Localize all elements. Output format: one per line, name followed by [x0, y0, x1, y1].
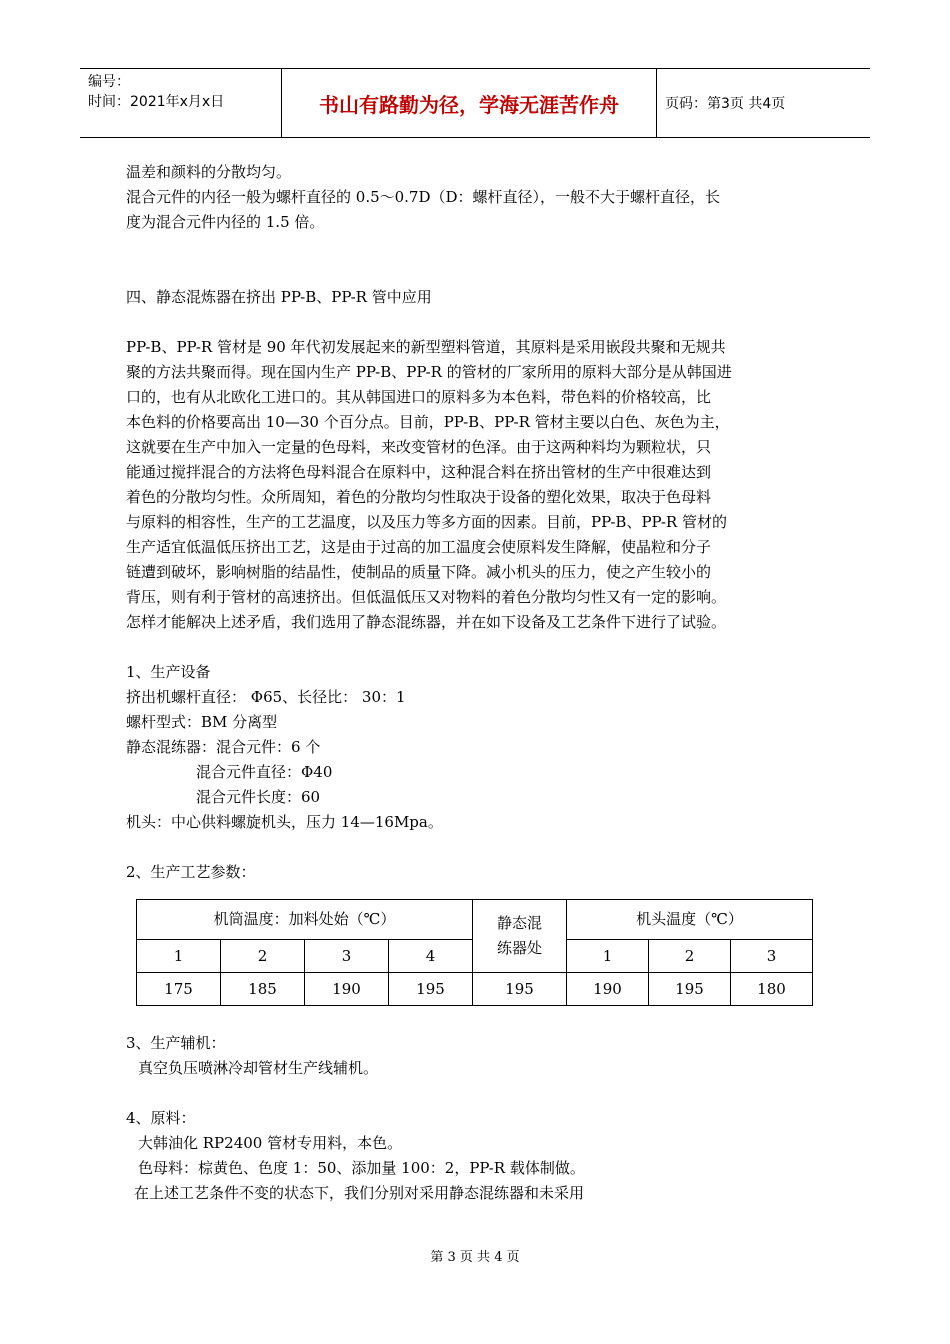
materials-title: 4、原料： [126, 1109, 196, 1127]
equipment-title: 1、生产设备 [126, 663, 211, 681]
body-line: 链遭到破坏，影响树脂的结晶性，使制品的质量下降。减小机头的压力，使之产生较小的 [126, 563, 712, 581]
header-meta [80, 69, 282, 137]
barrel-value-cell: 195 [389, 973, 473, 1006]
page-header [80, 68, 870, 138]
process-title: 2、生产工艺参数： [126, 863, 256, 881]
page-footer: 第 3 页 共 4 页 [430, 1250, 520, 1265]
paragraph: 度为混合元件内径的 1.5 倍。 [126, 213, 325, 231]
head-zone-cell: 2 [649, 940, 731, 973]
equipment-head-line: 机头：中心供料螺旋机头，压力 14—16Mpa。 [126, 813, 443, 831]
auxiliary-text: 真空负压喷淋冷却管材生产线辅机。 [138, 1059, 379, 1077]
document-time-label: 时间：2021年x月x日 [88, 94, 225, 110]
barrel-zone-cell: 4 [389, 940, 473, 973]
barrel-zone-cell: 2 [221, 940, 305, 973]
barrel-value-cell: 190 [305, 973, 389, 1006]
header-motto: 书山有路勤为径，学海无涯苦作舟 [282, 69, 657, 137]
materials-line: 色母料：棕黄色、色度 1：50、添加量 100：2，PP-R 载体制做。 [138, 1159, 585, 1177]
equipment-line: 静态混练器：混合元件：6 个 [126, 738, 321, 756]
mixer-value-cell: 195 [473, 973, 567, 1006]
body-line: 背压，则有利于管材的高速挤出。但低温低压又对物料的着色分散均匀性又有一定的影响。 [126, 588, 727, 606]
head-value-cell: 180 [731, 973, 813, 1006]
materials-line: 大韩油化 RP2400 管材专用料，本色。 [138, 1134, 403, 1152]
body-line: 口的，也有从北欧化工进口的。其从韩国进口的原料多为本色料，带色料的价格较高，比 [126, 388, 712, 406]
header-page-number: 页码：第3页 共4页 [665, 96, 786, 112]
body-line: 怎样才能解决上述矛盾，我们选用了静态混练器，并在如下设备及工艺条件下进行了试验。 [126, 613, 727, 631]
section-heading: 四、静态混炼器在挤出 PP-B、PP-R 管中应用 [126, 288, 432, 306]
mixer-header: 静态混练器处 [473, 900, 567, 973]
barrel-zone-cell: 3 [305, 940, 389, 973]
barrel-value-cell: 175 [137, 973, 221, 1006]
body-line: 着色的分散均匀性。众所周知，着色的分散均匀性取决于设备的塑化效果，取决于色母料 [126, 488, 712, 506]
table-row [137, 900, 813, 940]
paragraph: 温差和颜料的分散均匀。 [126, 163, 292, 181]
barrel-zone-cell: 1 [137, 940, 221, 973]
process-parameters-table [136, 899, 813, 1006]
materials-closing: 在上述工艺条件不变的状态下，我们分别对采用静态混练器和未采用 [134, 1184, 585, 1202]
equipment-line: 螺杆型式：BM 分离型 [126, 713, 278, 731]
barrel-temp-header: 机筒温度：加料处始（℃） [137, 900, 473, 940]
head-zone-cell: 3 [731, 940, 813, 973]
barrel-value-cell: 185 [221, 973, 305, 1006]
body-line: 能通过搅拌混合的方法将色母料混合在原料中，这种混合料在挤出管材的生产中很难达到 [126, 463, 712, 481]
body-line: 与原料的相容性，生产的工艺温度，以及压力等多方面的因素。目前，PP-B、PP-R 管材的 [126, 513, 727, 531]
body-line: 聚的方法共聚而得。现在国内生产 PP-B、PP-R 的管材的厂家所用的原料大部分是从韩国进 [126, 363, 732, 381]
head-zone-cell: 1 [567, 940, 649, 973]
equipment-line: 挤出机螺杆直径： Φ65、长径比： 30：1 [126, 688, 406, 706]
equipment-subline: 混合元件长度：60 [196, 788, 321, 806]
paragraph: 混合元件的内径一般为螺杆直径的 0.5～0.7D（D：螺杆直径），一般不大于螺杆直径，长 [126, 188, 721, 206]
equipment-subline: 混合元件直径：Φ40 [196, 763, 333, 781]
head-value-cell: 190 [567, 973, 649, 1006]
table-row [137, 973, 813, 1006]
document-number-label: 编号： [88, 74, 130, 90]
body-line: 本色料的价格要高出 10—30 个百分点。目前，PP-B、PP-R 管材主要以白色、灰色为主， [126, 413, 730, 431]
head-temp-header: 机头温度（℃） [567, 900, 813, 940]
document-body [126, 160, 826, 1206]
body-line: PP-B、PP-R 管材是 90 年代初发展起来的新型塑料管道，其原料是采用嵌段共聚和无规共 [126, 338, 726, 356]
body-line: 这就要在生产中加入一定量的色母料，来改变管材的色泽。由于这两种料均为颗粒状，只 [126, 438, 712, 456]
body-line: 生产适宜低温低压挤出工艺，这是由于过高的加工温度会使原料发生降解，使晶粒和分子 [126, 538, 712, 556]
head-value-cell: 195 [649, 973, 731, 1006]
auxiliary-title: 3、生产辅机： [126, 1034, 226, 1052]
